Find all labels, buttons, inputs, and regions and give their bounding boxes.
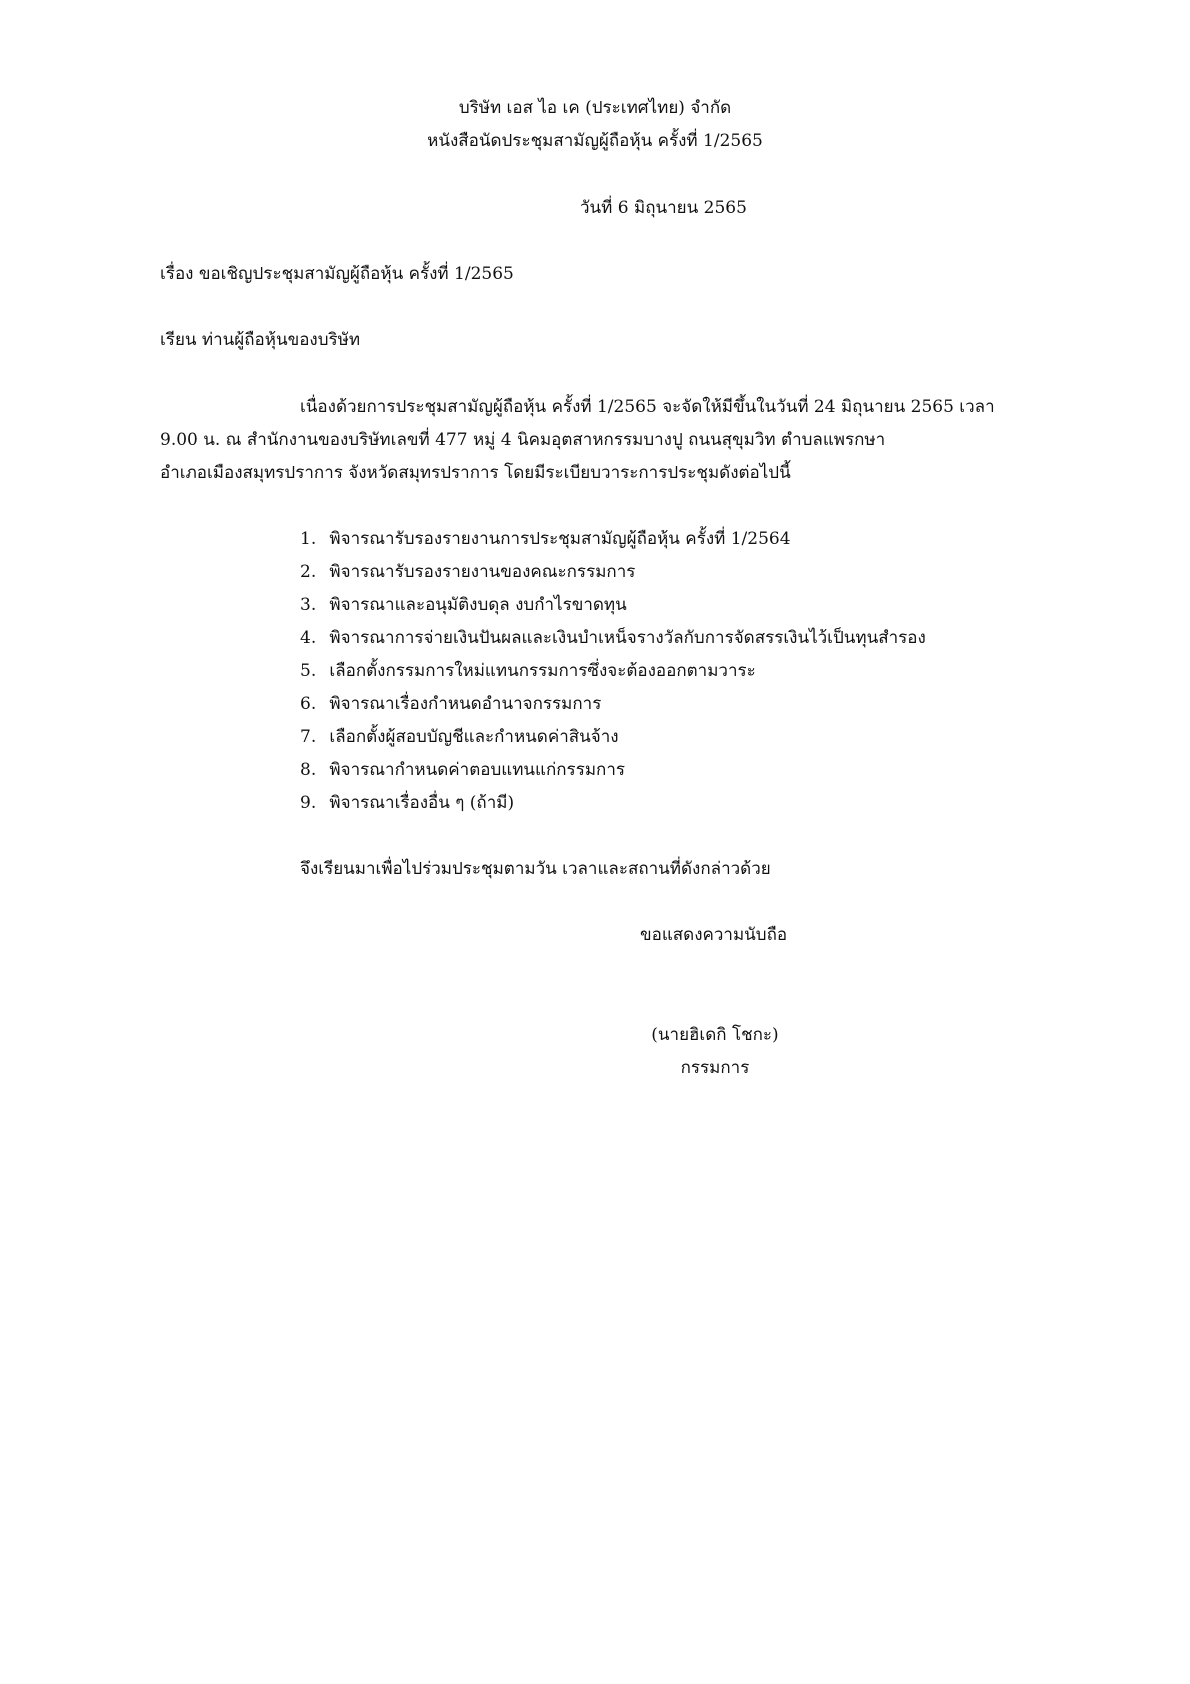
agenda-item-text: พิจารณาเรื่องกำหนดอำนาจกรรมการ [329,694,602,714]
agenda-item-text: พิจารณากำหนดค่าตอบแทนแก่กรรมการ [329,760,625,780]
agenda-item-text: พิจารณารับรองรายงานของคณะกรรมการ [329,562,636,582]
company-name: บริษัท เอส ไอ เค (ประเทศไทย) จำกัด [458,98,732,118]
agenda-item-number: 8. [300,760,317,780]
body-paragraph-line-3: อำเภอเมืองสมุทรปราการ จังหวัดสมุทรปราการ โดยมีระเบียบวาระการประชุมดังต่อไปนี้ [160,463,791,483]
agenda-item [300,793,514,813]
agenda-item [300,727,619,747]
agenda-item-text: พิจารณาและอนุมัติงบดุล งบกำไรขาดทุน [329,595,627,615]
agenda-item-number: 9. [300,793,317,813]
body-paragraph-line-1: เนื่องด้วยการประชุมสามัญผู้ถือหุ้น ครั้งที่ 1/2565 จะจัดให้มีขึ้นในวันที่ 24 มิถุนายน 2565 เวลา [300,397,995,417]
salutation-line: เรียน ท่านผู้ถือหุ้นของบริษัท [160,330,361,350]
agenda-item-number: 2. [300,562,317,582]
agenda-item-text: พิจารณารับรองรายงานการประชุมสามัญผู้ถือหุ้น ครั้งที่ 1/2564 [329,529,791,549]
agenda-item [300,628,926,648]
agenda-item [300,760,625,780]
agenda-item-number: 1. [300,529,317,549]
document-date: วันที่ 6 มิถุนายน 2565 [580,198,747,218]
agenda-item [300,694,601,714]
agenda-item-number: 7. [300,727,317,747]
agenda-item-text: เลือกตั้งกรรมการใหม่แทนกรรมการซึ่งจะต้องออกตามวาระ [329,661,756,681]
agenda-item [300,595,627,615]
agenda-item-text: เลือกตั้งผู้สอบบัญชีและกำหนดค่าสินจ้าง [329,727,619,747]
agenda-item-number: 5. [300,661,317,681]
signatory-name: (นายฮิเดกิ โชกะ) [651,1025,779,1045]
subject-line: เรื่อง ขอเชิญประชุมสามัญผู้ถือหุ้น ครั้งที่ 1/2565 [160,264,514,284]
agenda-item-text: พิจารณาการจ่ายเงินปันผลและเงินบำเหน็จรางวัลกับการจัดสรรเงินไว้เป็นทุนสำรอง [329,628,926,648]
agenda-item [300,562,635,582]
agenda-item [300,529,791,549]
closing-line: จึงเรียนมาเพื่อไปร่วมประชุมตามวัน เวลาและสถานที่ดังกล่าวด้วย [300,859,771,879]
regards-line: ขอแสดงความนับถือ [640,925,788,945]
agenda-item-number: 3. [300,595,317,615]
body-paragraph-line-2: 9.00 น. ณ สำนักงานของบริษัทเลขที่ 477 หมู่ 4 นิคมอุตสาหกรรมบางปู ถนนสุขุมวิท ตำบลแพรกษา [160,430,886,450]
agenda-item-number: 4. [300,628,317,648]
agenda-item-text: พิจารณาเรื่องอื่น ๆ (ถ้ามี) [329,793,515,813]
document-title: หนังสือนัดประชุมสามัญผู้ถือหุ้น ครั้งที่ 1/2565 [427,131,763,151]
agenda-item [300,661,756,681]
agenda-item-number: 6. [300,694,317,714]
signatory-position: กรรมการ [680,1058,750,1078]
